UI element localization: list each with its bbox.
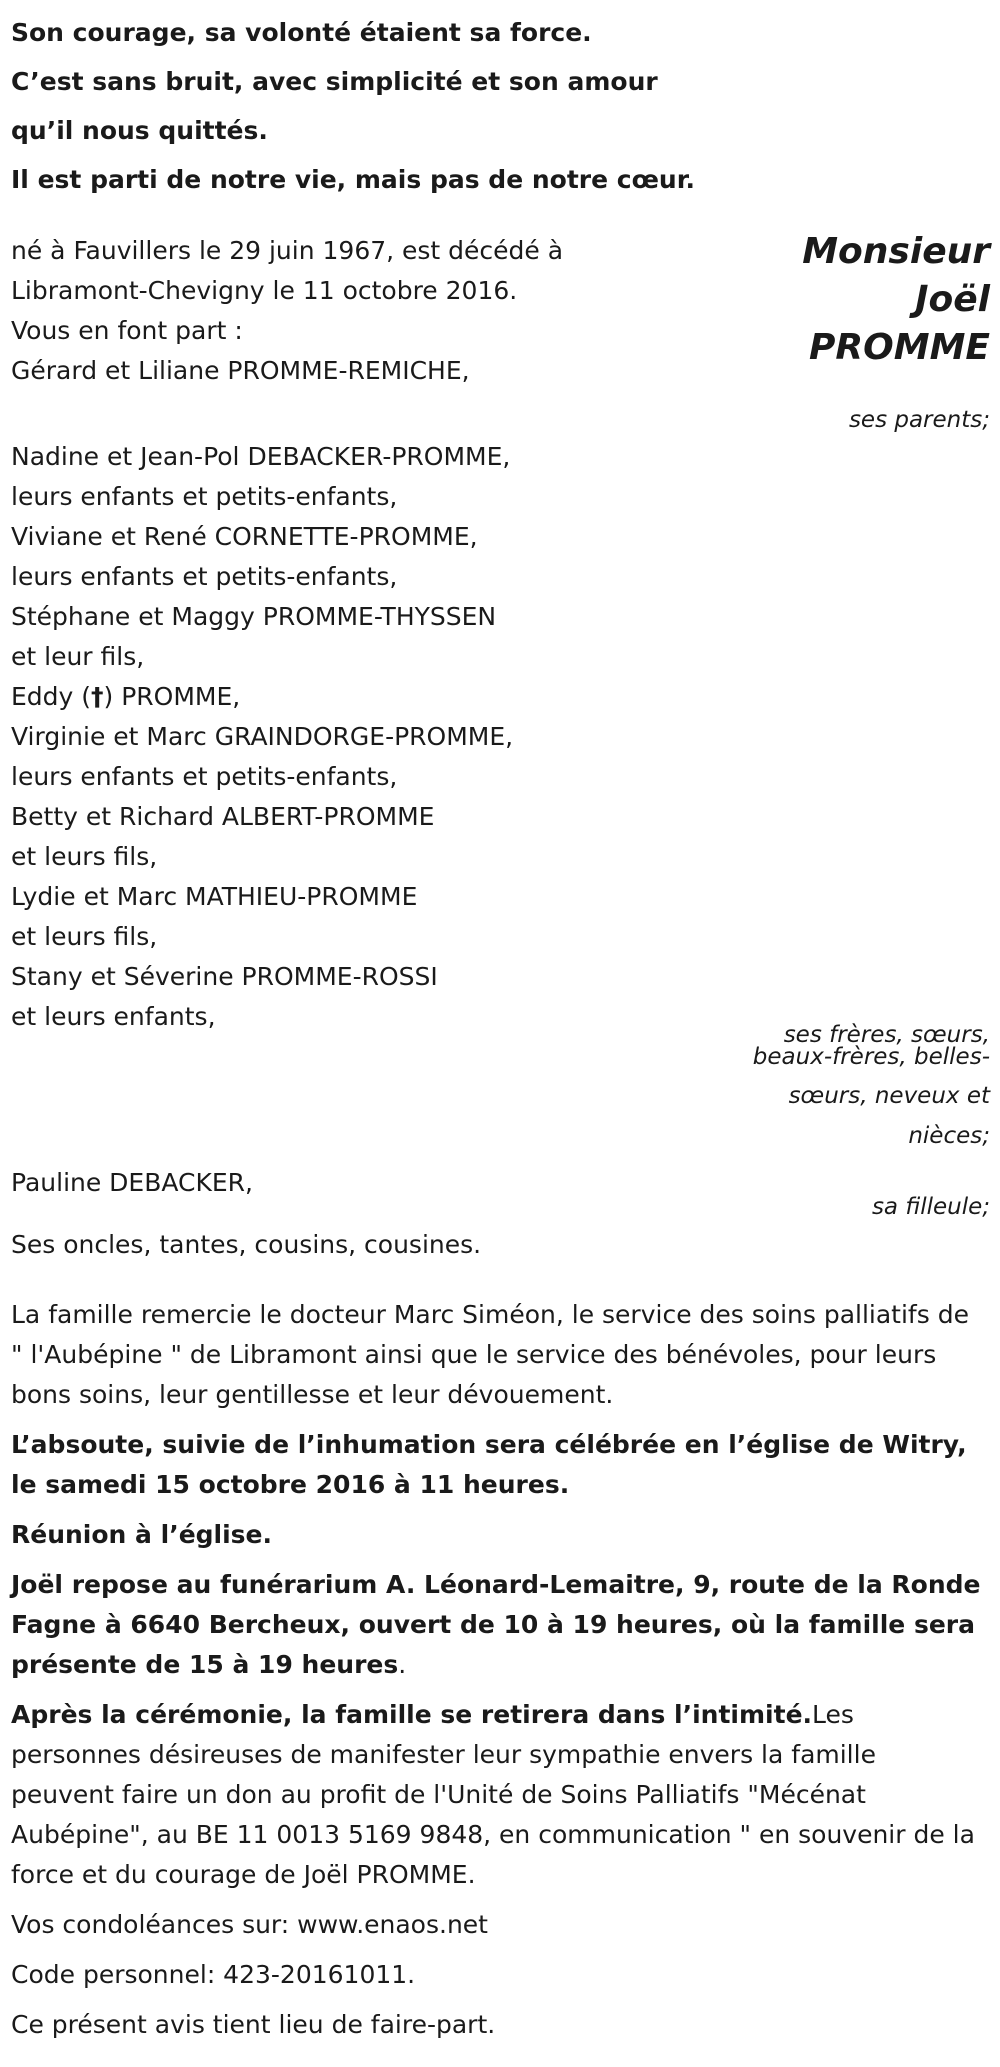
family-line: leurs enfants et petits-enfants, xyxy=(11,762,398,791)
family-line: Lydie et Marc MATHIEU-PROMME xyxy=(11,882,418,911)
family-line: leurs enfants et petits-enfants, xyxy=(11,562,398,591)
family-line-eddy xyxy=(11,677,751,717)
birth-death-block xyxy=(11,231,751,391)
family-line: Nadine et Jean-Pol DEBACKER-PROMME, xyxy=(11,442,511,471)
parents-text: Gérard et Liliane PROMME-REMICHE, xyxy=(11,356,470,385)
family-line: et leur fils, xyxy=(11,642,145,671)
after-ceremony-bold: Après la cérémonie, la famille se retirera dans l’intimité. xyxy=(11,1700,813,1729)
after-ceremony-text xyxy=(11,1695,981,1895)
family-line: Betty et Richard ALBERT-PROMME xyxy=(11,802,435,831)
role-siblings xyxy=(730,1024,990,1156)
last-name: PROMME xyxy=(809,327,990,368)
family-line: leurs enfants et petits-enfants, xyxy=(11,482,398,511)
meeting-text: Réunion à l’église. xyxy=(11,1520,273,1549)
family-line: et leurs enfants, xyxy=(11,1002,216,1031)
intro-line: Son courage, sa volonté étaient sa force. xyxy=(11,18,592,47)
ceremony-text: L’absoute, suivie de l’inhumation sera célébrée en l’église de Witry, le samedi 15 octobre 2016 à 11 heures. xyxy=(11,1430,967,1499)
thanks-text: La famille remercie le docteur Marc Siméon, le service des soins palliatifs de " l'Aubépine " de Libramont ainsi que le service des bénévoles, pour leurs bons soins, leur gentillesse et leur dévouement. xyxy=(11,1300,969,1409)
eddy-name: Eddy ( xyxy=(11,682,92,711)
family-list xyxy=(11,437,751,1037)
role-siblings-line: ses frères, sœurs, xyxy=(783,1022,990,1048)
dagger-icon: † xyxy=(91,682,104,711)
role-filleule: sa filleule; xyxy=(871,1194,990,1220)
family-line: et leurs fils, xyxy=(11,842,158,871)
first-name: Joël xyxy=(915,279,990,320)
code-text: Code personnel: 423-20161011. xyxy=(11,1960,416,1989)
family-line: Stéphane et Maggy PROMME-THYSSEN xyxy=(11,602,497,631)
role-parents: ses parents; xyxy=(848,407,990,433)
condolences-text: Vos condoléances sur: www.enaos.net xyxy=(11,1910,488,1939)
announce-text: Vous en font part : xyxy=(11,316,243,345)
family-line: Viviane et René CORNETTE-PROMME, xyxy=(11,522,478,551)
intro-line: Il est parti de notre vie, mais pas de notre cœur. xyxy=(11,165,695,194)
filleule-text: Pauline DEBACKER, xyxy=(11,1168,254,1197)
family-line: Virginie et Marc GRAINDORGE-PROMME, xyxy=(11,722,514,751)
closing-block xyxy=(11,1163,981,2045)
birth-death-text: né à Fauvillers le 29 juin 1967, est décédé à Libramont-Chevigny le 11 octobre 2016. xyxy=(11,236,564,305)
role-siblings-line: beaux-frères, belles- xyxy=(752,1044,990,1070)
funeral-home-bold: Joël repose au funérarium A. Léonard-Lemaitre, 9, route de la Ronde Fagne à 6640 Bercheux, ouvert de 10 à 19 heures, où la famille sera présente de 15 à 19 heures xyxy=(11,1570,981,1679)
salutation: Monsieur xyxy=(802,231,990,272)
relatives-text: Ses oncles, tantes, cousins, cousines. xyxy=(11,1230,482,1259)
notice-text: Ce présent avis tient lieu de faire-part. xyxy=(11,2010,496,2039)
intro-quote xyxy=(11,8,971,204)
family-line: Stany et Séverine PROMME-ROSSI xyxy=(11,962,438,991)
eddy-surname: ) PROMME, xyxy=(103,682,241,711)
funeral-home-end: . xyxy=(398,1650,407,1679)
after-ceremony-rest: Les personnes désireuses de manifester leur sympathie envers la famille peuvent faire un don au profit de l'Unité de Soins Palliatifs "Mécénat Aubépine", au BE 11 0013 5169 9848, en communication " en souvenir de la force et du courage de Joël PROMME. xyxy=(11,1700,975,1889)
funeral-home-text xyxy=(11,1565,981,1685)
intro-line: qu’il nous quittés. xyxy=(11,116,268,145)
deceased-name xyxy=(750,228,990,372)
intro-line: C’est sans bruit, avec simplicité et son amour xyxy=(11,67,658,96)
role-siblings-line: sœurs, neveux et xyxy=(788,1083,990,1109)
role-siblings-line: nièces; xyxy=(908,1123,990,1149)
family-line: et leurs fils, xyxy=(11,922,158,951)
